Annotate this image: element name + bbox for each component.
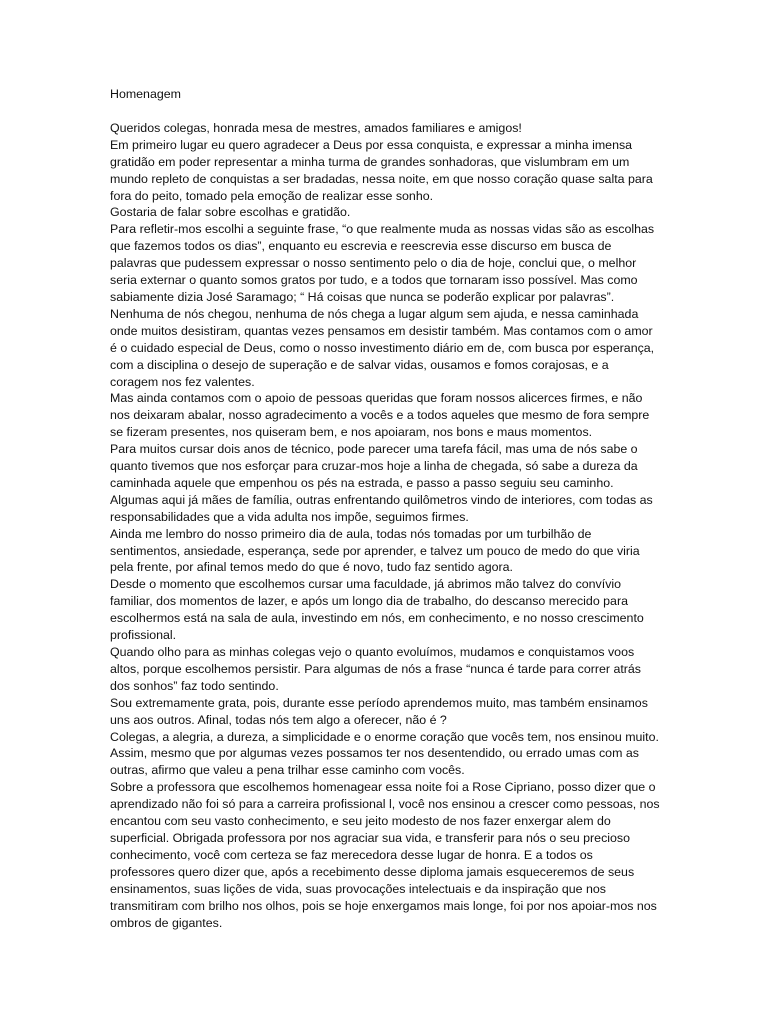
paragraph-colleagues: Colegas, a alegria, a dureza, a simplicidade e o enorme coração que vocês tem, nos ensinou muito. Assim, mesmo que por algumas vezes possamos ter nos desentendido, ou errado umas com as outras, afirmo que valeu a pena trilhar esse caminho com vocês. (110, 729, 659, 778)
paragraph-grateful: Sou extremamente grata, pois, durante esse período aprendemos muito, mas também ensinamos uns aos outros. Afinal, todas nós tem algo a oferecer, não é ? (110, 695, 648, 727)
paragraph-topic: Gostaria de falar sobre escolhas e gratidão. (110, 205, 351, 220)
paragraph-gratitude-god: Em primeiro lugar eu quero agradecer a Deus por essa conquista, e expressar a minha imensa gratidão em poder representar a minha turma de grandes sonhadoras, que vislumbram em um mundo repleto de conquistas a ser bradadas, nessa noite, em que nosso coração quase salta para fora do peito, tomado pela emoção de realizar esse sonho. (110, 137, 653, 203)
paragraph-greeting: Queridos colegas, honrada mesa de mestres, amados familiares e amigos! (110, 120, 522, 135)
paragraph-mothers: Algumas aqui já mães de família, outras enfrentando quilômetros vindo de interiores, com todas as responsabilidades que a vida adulta nos impõe, seguimos firmes. (110, 492, 653, 524)
paragraph-reflection: Para refletir-mos escolhi a seguinte frase, “o que realmente muda as nossas vidas são as escolhas que fazemos todos os dias”, enquanto eu escrevia e reescrevia esse discurso em busca de palavras que pudessem expressar o nosso sentimento pelo o dia de hoje, conclui que, o melhor seria externar o quanto somos gratos por tudo, e a todos que tornaram isso possível. Mas como sabiamente dizia José Saramago; “ Há coisas que nunca se poderão explicar por palavras”. (110, 222, 655, 304)
paragraph-sacrifices: Desde o momento que escolhemos cursar uma faculdade, já abrimos mão talvez do convívio familiar, dos momentos de lazer, e após um longo dia de trabalho, do descanso merecido para escolhermos está na sala de aula, investindo em nós, em conhecimento, e no nosso crescimento profissional. (110, 577, 644, 643)
paragraph-effort: Para muitos cursar dois anos de técnico, pode parecer uma tarefa fácil, mas uma de nós sabe o quanto tivemos que nos esforçar para cruzar-mos hoje a linha de chegada, só sabe a dureza da caminhada aquele que empenhou os pés na estrada, e passo a passo seguiu seu caminho. (110, 442, 638, 490)
paragraph-evolution: Quando olho para as minhas colegas vejo o quanto evoluímos, mudamos e conquistamos voos altos, porque escolhemos persistir. Para algumas de nós a frase “nunca é tarde para correr atrás dos sonhos” faz todo sentindo. (110, 645, 642, 693)
paragraph-journey: Nenhuma de nós chegou, nenhuma de nós chega a lugar algum sem ajuda, e nessa caminhada onde muitos desistiram, quantas vezes pensamos em desistir também. Mas contamos com o amor é o cuidado especial de Deus, como o nosso investimento diário em de, com busca por esperança, com a disciplina o desejo de superação e de salvar vidas, ousamos e fomos corajosas, e a coragem nos fez valentes. (110, 306, 655, 389)
document-page (110, 86, 660, 931)
paragraph-support: Mas ainda contamos com o apoio de pessoas queridas que foram nossos alicerces firmes, e não nos deixaram abalar, nosso agradecimento a vocês e a todos aqueles que mesmo de fora sempre se fizeram presentes, nos quiseram bem, e nos apoiaram, nos bons e maus momentos. (110, 391, 650, 440)
paragraph-professor-tribute: Sobre a professora que escolhemos homenagear essa noite foi a Rose Cipriano, posso dizer que o aprendizado não foi só para a carreira profissional l, você nos ensinou a crescer como pessoas, nos encantou com seu vasto conhecimento, e seu jeito modesto de nos fazer enxergar alem do superficial. Obrigada professora por nos agraciar sua vida, e transferir para nós o seu precioso conhecimento, você com certeza se faz merecedora desse lugar de honra. E a todos os professores quero dizer que, após a recebimento desse diploma jamais esqueceremos de seus ensinamentos, suas lições de vida, suas provocações intelectuais e da inspiração que nos transmitiram com brilho nos olhos, pois se hoje enxergamos mais longe, foi por nos apoiar-mos nos ombros de gigantes. (110, 780, 660, 930)
document-title: Homenagem (110, 87, 181, 101)
paragraph-first-day: Ainda me lembro do nosso primeiro dia de aula, todas nós tomadas por um turbilhão de sentimentos, ansiedade, esperança, sede por aprender, e talvez um pouco de medo do que viria pela frente, por afinal temos medo do que é novo, tudo faz sentido agora. (110, 526, 640, 575)
